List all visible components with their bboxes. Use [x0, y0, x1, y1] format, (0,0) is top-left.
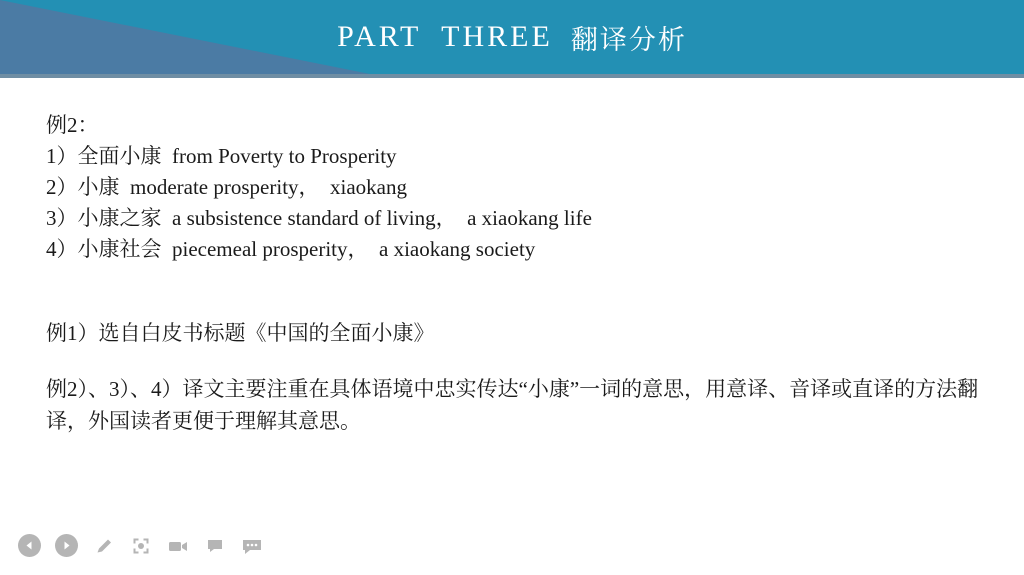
pen-icon[interactable] [92, 534, 115, 557]
play-icon[interactable] [55, 534, 78, 557]
screenshot-icon[interactable] [129, 534, 152, 557]
header-divider [0, 74, 1024, 78]
page-title-part: PART THREE [337, 20, 553, 53]
bottom-toolbar [18, 534, 263, 557]
slide-content [46, 110, 986, 437]
example-item-2: 2）小康 moderate prosperity， xiaokang [46, 175, 407, 199]
example-item-1: 1）全面小康 from Poverty to Prosperity [46, 144, 397, 168]
spacer-2 [46, 349, 986, 373]
previous-icon[interactable] [18, 534, 41, 557]
example-item-4: 4）小康社会 piecemeal prosperity， a xiaokang society [46, 237, 536, 261]
spacer-1 [46, 265, 986, 317]
video-icon[interactable] [166, 534, 189, 557]
example-item-3: 3）小康之家 a subsistence standard of living， a xiaokang life [46, 206, 592, 230]
slide-header [0, 0, 1024, 74]
note-icon[interactable] [203, 534, 226, 557]
note-paragraph-1: 例1）选自白皮书标题《中国的全面小康》 [46, 321, 435, 345]
more-icon[interactable] [240, 534, 263, 557]
page-title-chinese: 翻译分析 [570, 24, 687, 56]
page-title [0, 0, 1024, 74]
note-paragraph-2: 例2）、3）、4）译文主要注重在具体语境中忠实传达“小康”一词的意思，用意译、音译或直译的方法翻译，外国读者更便于理解其意思。 [46, 377, 979, 433]
example-heading: 例2： [46, 113, 99, 137]
